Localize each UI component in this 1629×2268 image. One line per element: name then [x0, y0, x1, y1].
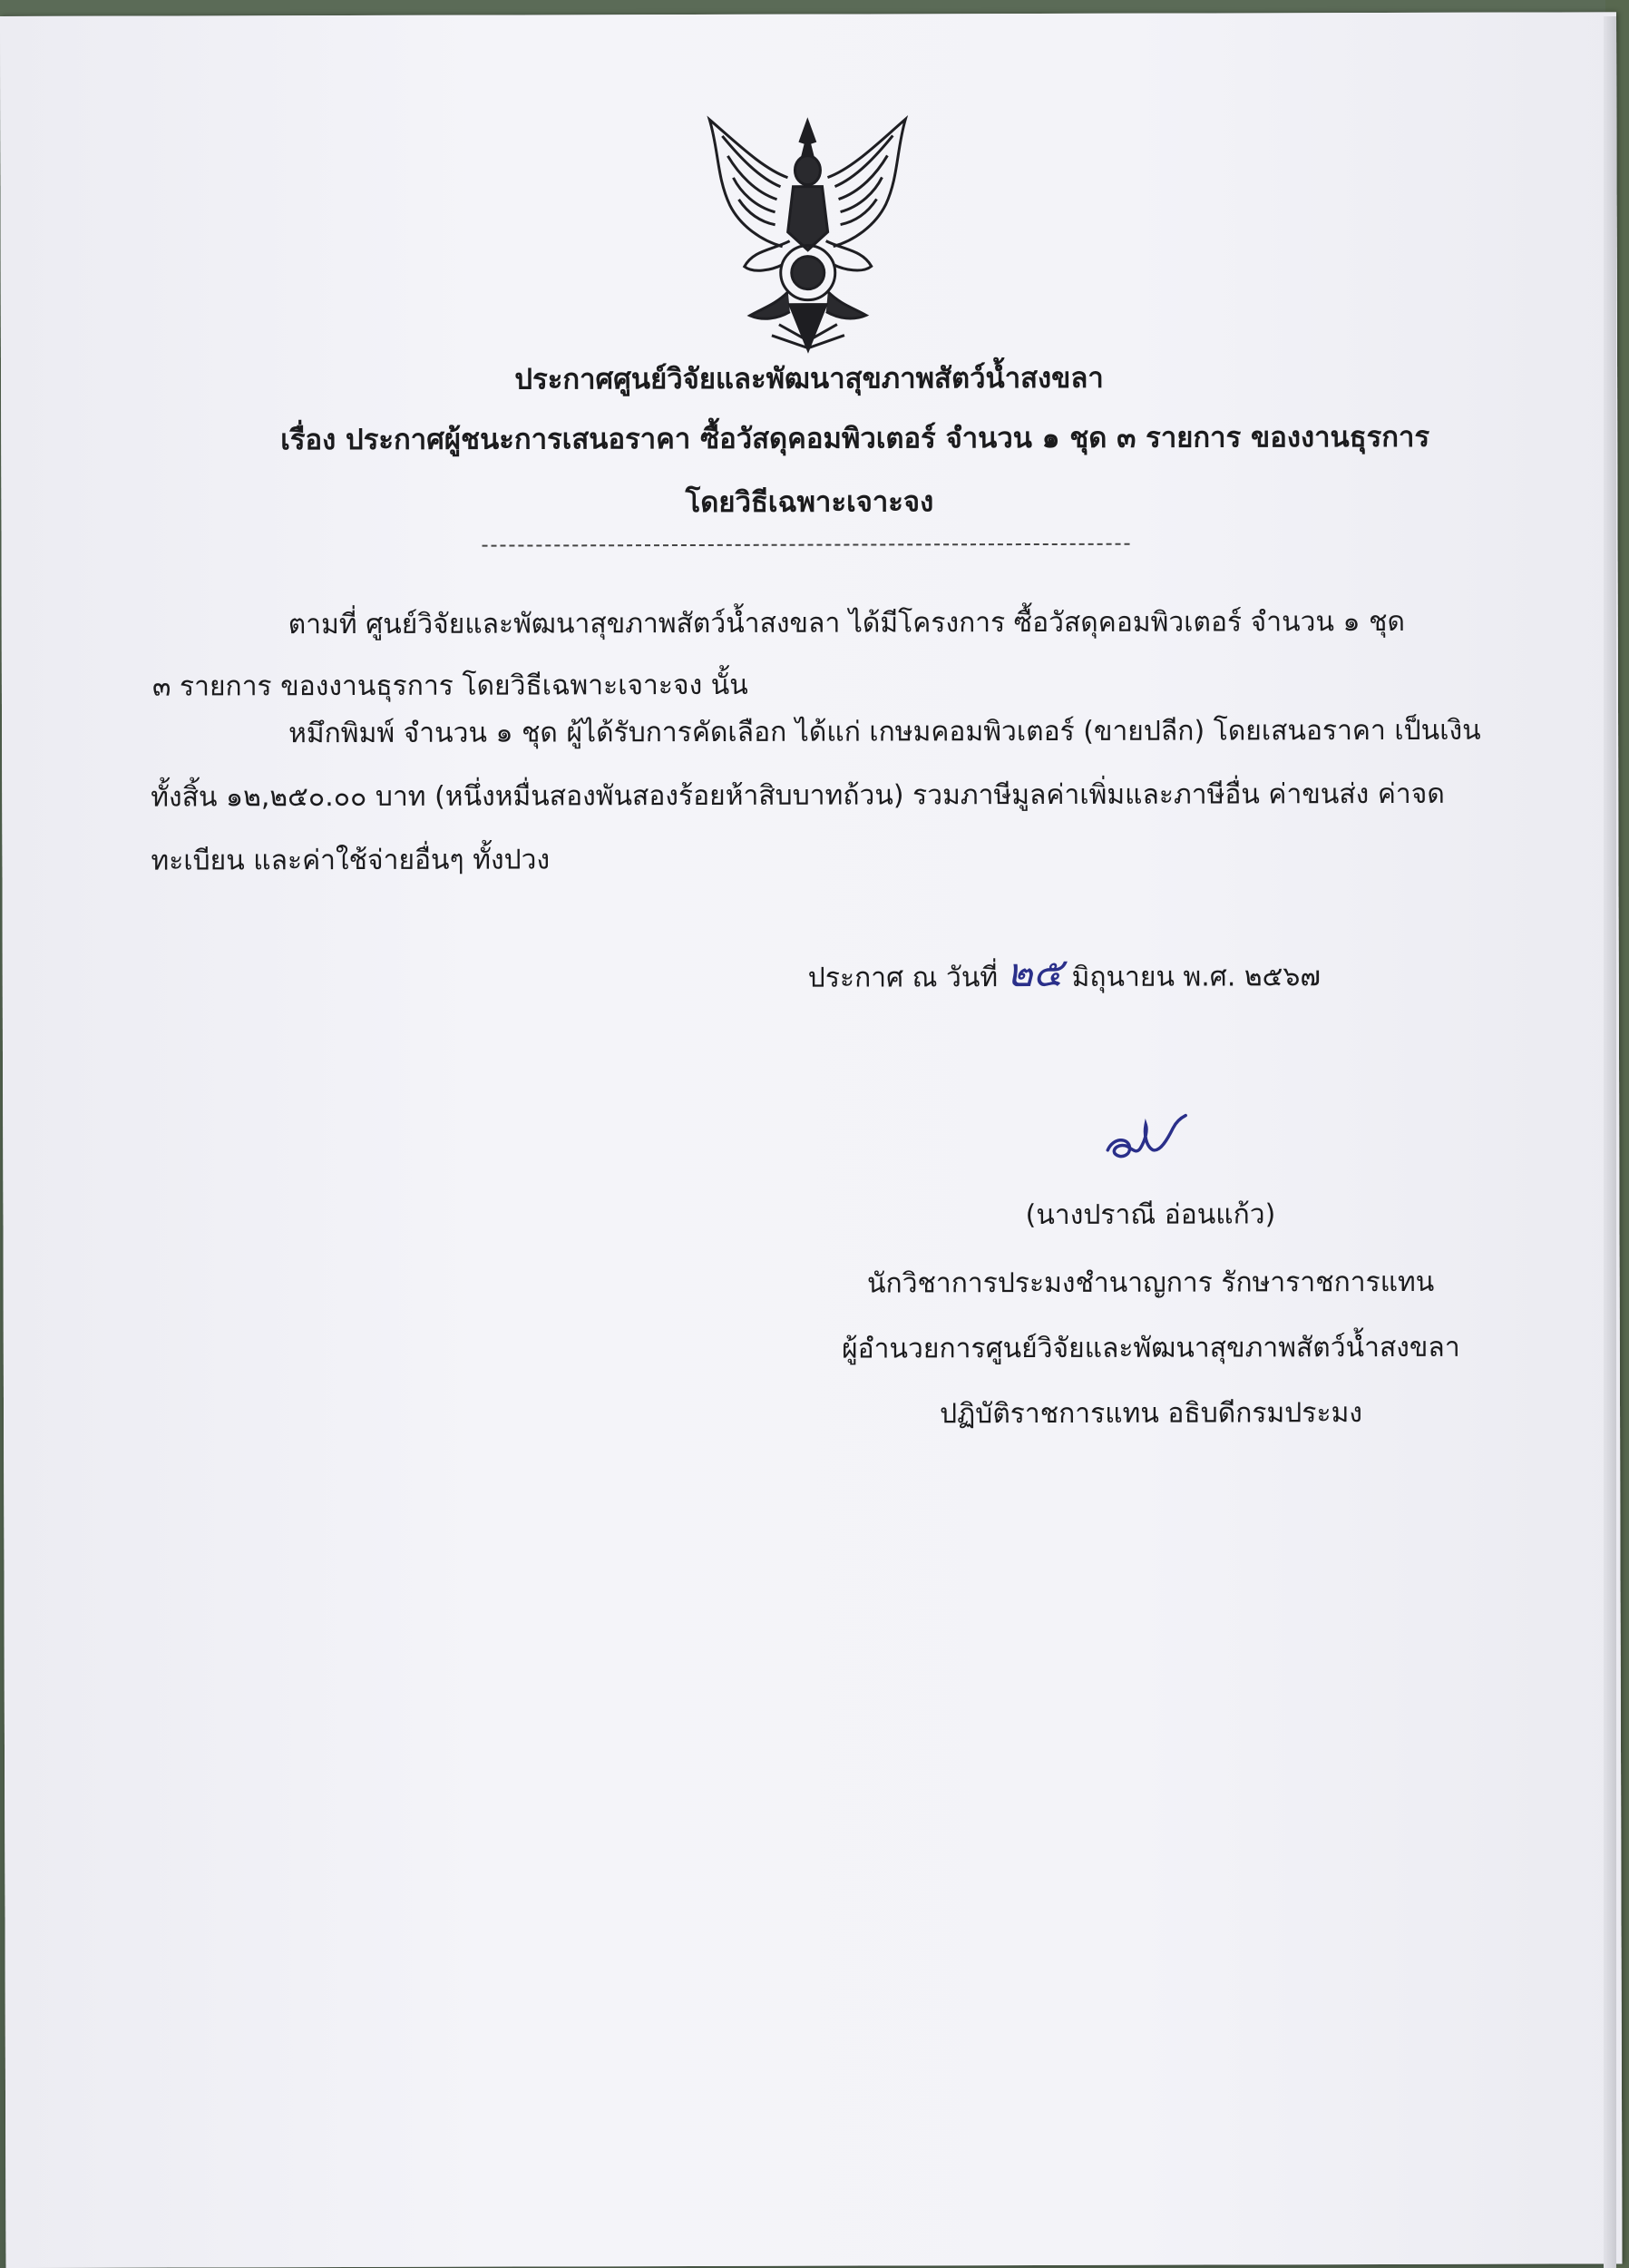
paragraph-2-line-3: ทะเบียน และค่าใช้จ่ายอื่นๆ ทั้งปวง: [151, 844, 551, 877]
paper-edge: [1604, 16, 1616, 2268]
signer-position-2: ผู้อำนวยการศูนย์วิจัยและพัฒนาสุขภาพสัตว์น้ำสงขลา: [842, 1331, 1460, 1365]
signer-position-3: ปฏิบัติราชการแทน อธิบดีกรมประมง: [940, 1397, 1363, 1431]
divider: [483, 543, 1130, 547]
paragraph-2-line-2: ทั้งสิ้น ๑๒,๒๕๐.๐๐ บาท (หนึ่งหมื่นสองพันสองร้อยห้าสิบบาทถ้วน) รวมภาษีมูลค่าเพิ่มและภาษีอื่น ค่าขนส่ง ค่าจด: [151, 777, 1445, 814]
announcement-title: ประกาศศูนย์วิจัยและพัฒนาสุขภาพสัตว์น้ำสงขลา: [514, 361, 1104, 396]
paragraph-1-line-2: ๓ รายการ ของงานธุรการ โดยวิธีเฉพาะเจาะจง นั้น: [151, 669, 748, 703]
announcement-date: [807, 949, 1322, 997]
garuda-emblem-icon: [698, 113, 917, 355]
paragraph-1-line-1: ตามที่ ศูนย์วิจัยและพัฒนาสุขภาพสัตว์น้ำสงขลา ได้มีโครงการ ซื้อวัสดุคอมพิวเตอร์ จำนวน ๑ ชุด: [288, 605, 1405, 641]
date-prefix: ประกาศ ณ วันที่: [807, 962, 999, 994]
signer-position-1: นักวิชาการประมงชำนาญการ รักษาราชการแทน: [866, 1266, 1435, 1300]
date-day-handwritten: ๒๕: [1006, 949, 1064, 997]
date-suffix: มิถุนายน พ.ศ. ๒๕๖๗: [1071, 961, 1322, 993]
signer-name: (นางปราณี อ่อนแก้ว): [1025, 1198, 1276, 1232]
document-page: [0, 12, 1622, 2268]
paragraph-2-line-1: หมึกพิมพ์ จำนวน ๑ ชุด ผู้ได้รับการคัดเลือก ได้แก่ เกษมคอมพิวเตอร์ (ขายปลีก) โดยเสนอราคา เป็นเงิน: [288, 714, 1481, 750]
subject-line: เรื่อง ประกาศผู้ชนะการเสนอราคา ซื้อวัสดุคอมพิวเตอร์ จำนวน ๑ ชุด ๓ รายการ ของงานธุรการ: [280, 420, 1430, 457]
signature-icon: [1100, 1107, 1191, 1170]
subject-line-2: โดยวิธีเฉพาะเจาะจง: [685, 485, 934, 520]
